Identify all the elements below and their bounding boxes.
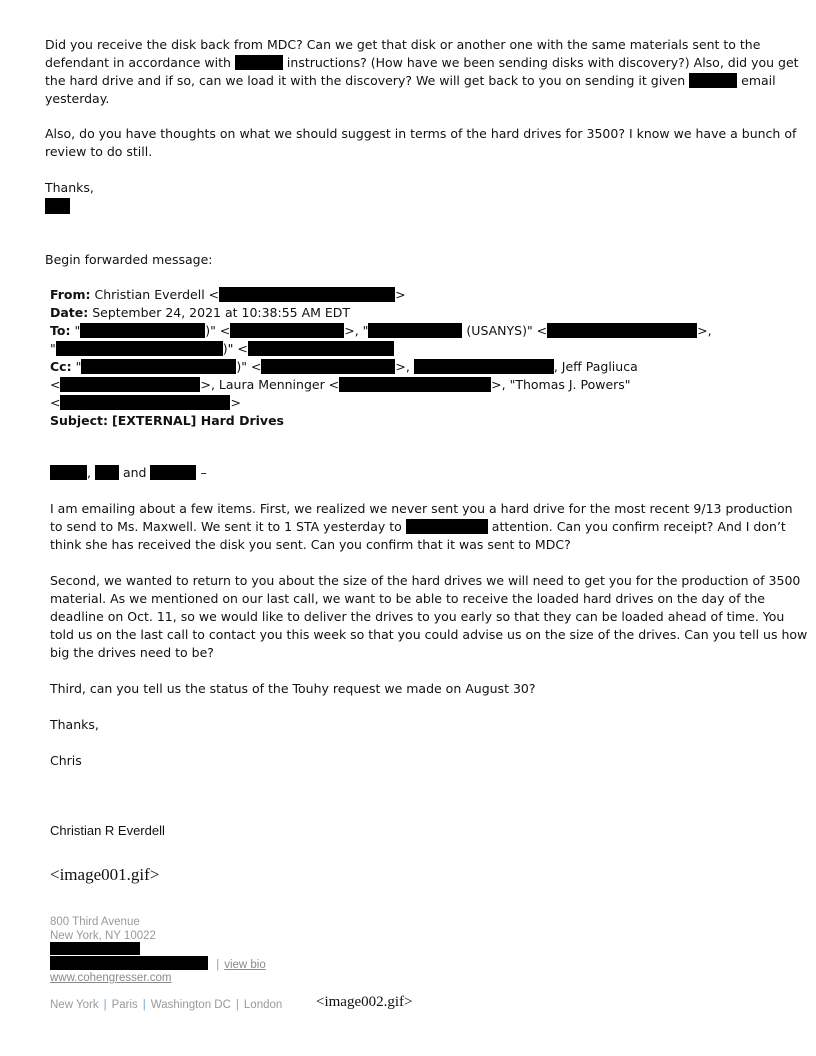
redaction-block — [150, 465, 196, 480]
cc-text: , Jeff Pagliuca — [553, 359, 638, 374]
to-text: " — [50, 341, 56, 356]
redaction-block — [414, 359, 554, 374]
header-to — [50, 322, 712, 340]
redaction-block — [50, 465, 87, 480]
website-link[interactable] — [50, 971, 171, 985]
redaction-block — [235, 55, 283, 70]
to-label: To: — [50, 323, 71, 338]
redaction-block — [368, 323, 462, 338]
redaction-block — [95, 465, 119, 480]
cc-label: Cc: — [50, 359, 72, 374]
to-text: " — [74, 323, 81, 338]
body-p3: Third, can you tell us the status of the Touhy request we made on August 30? — [50, 681, 536, 696]
redaction-block — [50, 956, 208, 970]
body-p1-line3: think she has received the disk you sent. Can you confirm that it was sent to MDC? — [50, 537, 571, 552]
date-label: Date: — [50, 305, 89, 320]
signature-offices — [50, 998, 282, 1012]
note-p1-line4: yesterday. — [45, 91, 110, 106]
note-text: instructions? (How have we been sending disks with discovery?) Also, did you get — [286, 55, 799, 70]
redaction-block — [689, 73, 737, 88]
header-cc-line2 — [50, 376, 631, 394]
redaction-block — [547, 323, 697, 338]
cc-text: " — [75, 359, 82, 374]
office-washington-dc: Washington DC — [150, 999, 231, 1011]
body-p2-line3: deadline on Oct. 11, so we would like to deliver the drives to you early so that they can be loaded ahead of time. You — [50, 609, 785, 624]
redaction-block — [81, 359, 236, 374]
office-london: London — [243, 999, 283, 1011]
body-p1-line2 — [50, 518, 786, 536]
body-p2-line4: told us on the last call to contact you this week so that you could advise us on the size of the drives. Can you tell us how — [50, 627, 808, 642]
redaction-block — [230, 323, 344, 338]
from-end: > — [395, 287, 406, 302]
separator: | — [142, 999, 146, 1011]
redaction-block — [60, 377, 200, 392]
signature-address-line1: 800 Third Avenue — [50, 916, 140, 928]
body-text: attention. Can you confirm receipt? And I don’t — [491, 519, 786, 534]
salutation-text: and — [122, 465, 147, 480]
note-p1-line1: Did you receive the disk back from MDC? Can we get that disk or another one with the same materials sent to the — [45, 37, 761, 52]
website-link-text[interactable]: www.cohengresser.com — [50, 972, 172, 984]
subject-value: [EXTERNAL] Hard Drives — [111, 413, 284, 428]
redaction-block — [60, 395, 230, 410]
to-text: )" < — [205, 323, 231, 338]
redaction-block — [261, 359, 395, 374]
note-text: email — [741, 73, 776, 88]
view-bio-link[interactable]: view bio — [224, 959, 266, 971]
note-text: the hard drive and if so, can we load it with the discovery? We will get back to you on sending it given — [45, 73, 686, 88]
header-subject — [50, 412, 284, 430]
office-new-york: New York — [50, 999, 99, 1011]
cc-text: >, — [395, 359, 410, 374]
separator: | — [235, 999, 239, 1011]
to-text: (USANYS)" < — [466, 323, 548, 338]
note-p2-line1: Also, do you have thoughts on what we should suggest in terms of the hard drives for 3500? I know we have a bunch of — [45, 126, 797, 141]
to-text: >, " — [344, 323, 369, 338]
from-name: Christian Everdell < — [94, 287, 220, 302]
note-p2-line2: review to do still. — [45, 144, 153, 159]
redaction-block — [339, 377, 491, 392]
header-to-line2 — [50, 340, 394, 358]
signature-address-line2: New York, NY 10022 — [50, 930, 156, 942]
signature-image-placeholder: <image001.gif> — [50, 865, 160, 884]
note-p1-line2 — [45, 54, 799, 72]
cc-text: < — [50, 377, 61, 392]
note-signoff — [45, 198, 70, 216]
body-thanks: Thanks, — [50, 717, 99, 732]
redaction-block — [50, 942, 140, 955]
salutation-text: , — [87, 465, 91, 480]
date-value: September 24, 2021 at 10:38:55 AM EDT — [92, 305, 351, 320]
cc-text: >, "Thomas J. Powers" — [491, 377, 631, 392]
cc-text: < — [50, 395, 61, 410]
body-text: to send to Ms. Maxwell. We sent it to 1 STA yesterday to — [50, 519, 402, 534]
cc-text: >, Laura Menninger < — [200, 377, 340, 392]
cc-text: > — [230, 395, 241, 410]
header-date — [50, 304, 350, 322]
header-from — [50, 286, 406, 304]
header-cc — [50, 358, 638, 376]
from-label: From: — [50, 287, 91, 302]
salutation — [50, 464, 207, 482]
signature-image2-placeholder: <image002.gif> — [316, 994, 413, 1010]
subject-label: Subject: — [50, 413, 108, 428]
signature-full-name: Christian R Everdell — [50, 823, 165, 838]
body-p2-line5: big the drives need to be? — [50, 645, 214, 660]
redaction-block — [80, 323, 205, 338]
body-p1-line1: I am emailing about a few items. First, we realized we never sent you a hard drive for the most recent 9/13 production — [50, 501, 793, 516]
redaction-block — [56, 341, 223, 356]
redaction-block — [219, 287, 395, 302]
salutation-text: – — [200, 465, 207, 480]
forwarded-label: Begin forwarded message: — [45, 252, 213, 267]
body-name: Chris — [50, 753, 82, 768]
body-p2-line2: material. As we mentioned on our last call, we want to be able to receive the loaded hard drives on the day of the — [50, 591, 766, 606]
redaction-block — [45, 198, 70, 214]
cc-text: )" < — [236, 359, 262, 374]
to-text: )" < — [222, 341, 248, 356]
redaction-block — [406, 519, 488, 534]
signature-contact-row — [50, 956, 266, 972]
redaction-block — [248, 341, 394, 356]
header-cc-line3 — [50, 394, 241, 412]
to-text: >, — [697, 323, 712, 338]
note-p1-line3 — [45, 72, 776, 90]
office-paris: Paris — [111, 999, 138, 1011]
separator: | — [103, 999, 107, 1011]
body-p2-line1: Second, we wanted to return to you about the size of the hard drives we will need to get you for the production of 3500 — [50, 573, 801, 588]
note-text: defendant in accordance with — [45, 55, 231, 70]
note-thanks: Thanks, — [45, 180, 94, 195]
separator: | — [216, 959, 220, 971]
